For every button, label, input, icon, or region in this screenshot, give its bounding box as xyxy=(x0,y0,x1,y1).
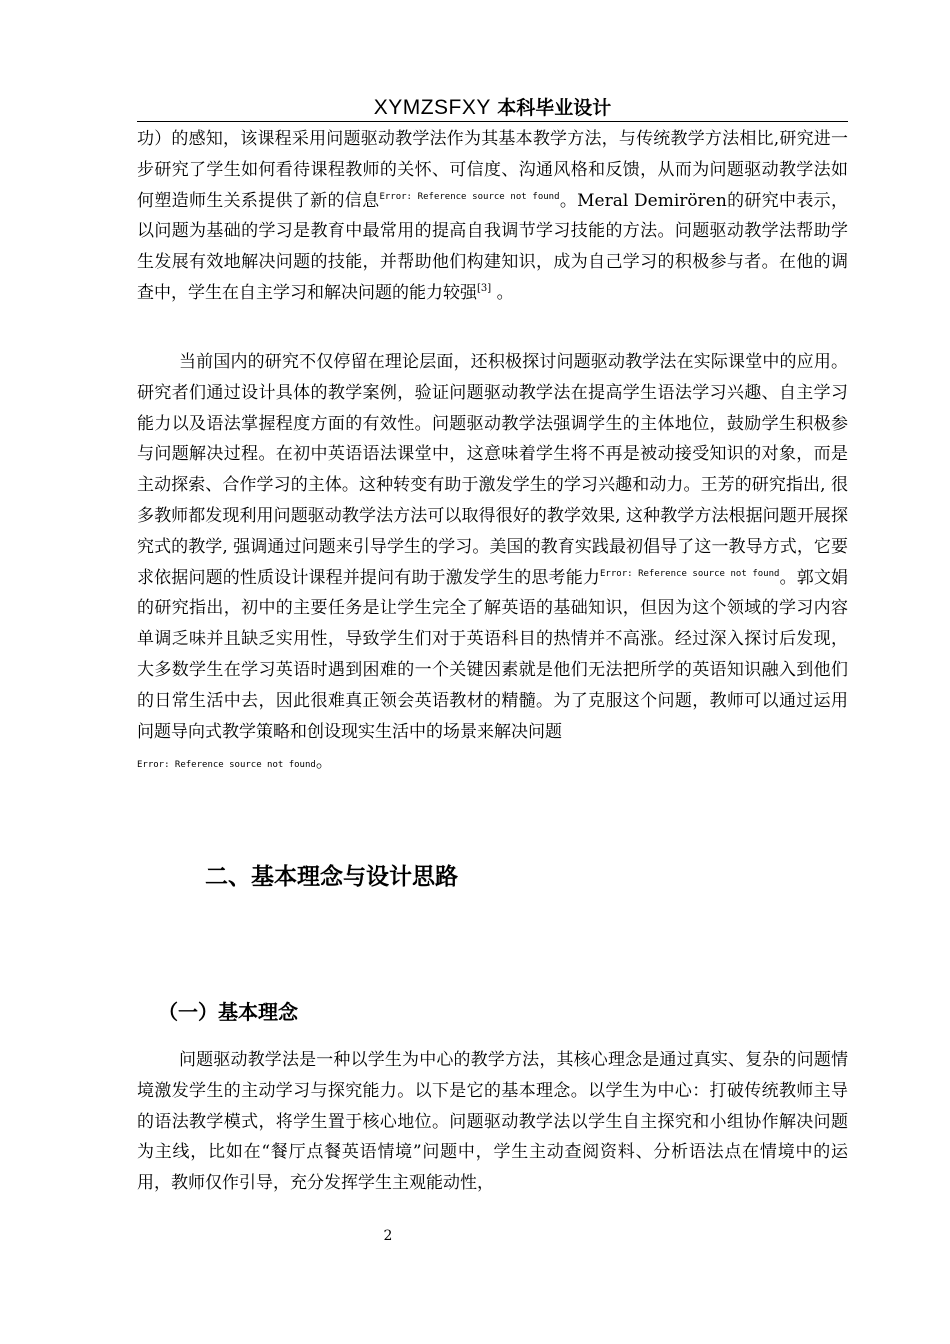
paragraph-1-text-c: 。 xyxy=(491,282,514,303)
header-title: 本科毕业设计 xyxy=(497,97,612,119)
page-number: 2 xyxy=(383,1228,393,1244)
page-header xyxy=(137,94,848,120)
paragraph-2-text-c: 。 xyxy=(315,752,333,773)
subsection-heading: （一）基本理念 xyxy=(158,1000,298,1024)
paragraph-1-text-a: 功）的感知，该课程采用问题驱动教学法作为其基本教学方法，与传统教学方法相比,研究进一步研究了学生如何看待课程教师的关怀、可信度、沟通风格和反馈，从而为问题驱动教学法如何塑造师生关系提供了新的信息 xyxy=(137,129,848,211)
reference-error-3: Error: Reference source not found xyxy=(137,760,316,771)
header-rule xyxy=(137,121,848,122)
paragraph-1 xyxy=(137,124,848,309)
paragraph-3: 问题驱动教学法是一种以学生为中心的教学方法，其核心理念是通过真实、复杂的问题情境激发学生的主动学习与探究能力。以下是它的基本理念。以学生为中心：打破传统教师主导的语法教学模式，将学生置于核心地位。问题驱动教学法以学生自主探究和小组协作解决问题为主线，比如在“餐厅点餐英语情境”问题中，学生主动查阅资料、分析语法点在情境中的运用，教师仅作引导，充分发挥学生主观能动性， xyxy=(137,1050,848,1194)
paragraph-1-text-b: 。Meral Demirören的研究中表示，以问题为基础的学习是教育中最常用的提高自我调节学习技能的方法。问题驱动教学法帮助学生发展有效地解决问题的技能，并帮助他们构建知识，成为自己学习的积极参与者。在他的调查中，学生在自主学习和解决问题的能力较强 xyxy=(137,190,848,303)
header-school-code: XYMZSFXY xyxy=(373,96,491,119)
paragraph-2-text-b: 。郭文娟的研究指出，初中的主要任务是让学生完全了解英语的基础知识，但因为这个领域的学习内容单调乏味并且缺乏实用性，导致学生们对于英语科目的热情并不高涨。经过深入探讨后发现，大多数学生在学习英语时遇到困难的一个关键因素就是他们无法把所学的英语知识融入到他们的日常生活中去，因此很难真正领会英语教材的精髓。为了克服这个问题，教师可以通过运用问题导向式教学策略和创设现实生活中的场景来解决问题 xyxy=(137,567,849,742)
reference-error-2: Error: Reference source not found xyxy=(600,568,780,579)
citation-3: [3] xyxy=(477,282,492,294)
section-heading: 二、基本理念与设计思路 xyxy=(205,864,458,890)
paragraph-2 xyxy=(137,347,848,778)
paragraph-2-text-a: 当前国内的研究不仅停留在理论层面，还积极探讨问题驱动教学法在实际课堂中的应用。研究者们通过设计具体的教学案例，验证问题驱动教学法在提高学生语法学习兴趣、自主学习能力以及语法掌握程度方面的有效性。问题驱动教学法强调学生的主体地位，鼓励学生积极参与问题解决过程。在初中英语语法课堂中，这意味着学生将不再是被动接受知识的对象，而是主动探索、合作学习的主体。这种转变有助于激发学生的学习兴趣和动力。王芳的研究指出, 很多教师都发现利用问题驱动教学法方法可以取得很好的教学效果, 这种教学方法根据问题开展探究式的教学, 强调通过问题来引导学生的学习。美国的教育实践最初倡导了这一教导方式，它要求依据问题的性质设计课程并提问有助于激发学生的思考能力 xyxy=(137,352,848,588)
reference-error-1: Error: Reference source not found xyxy=(379,191,560,202)
